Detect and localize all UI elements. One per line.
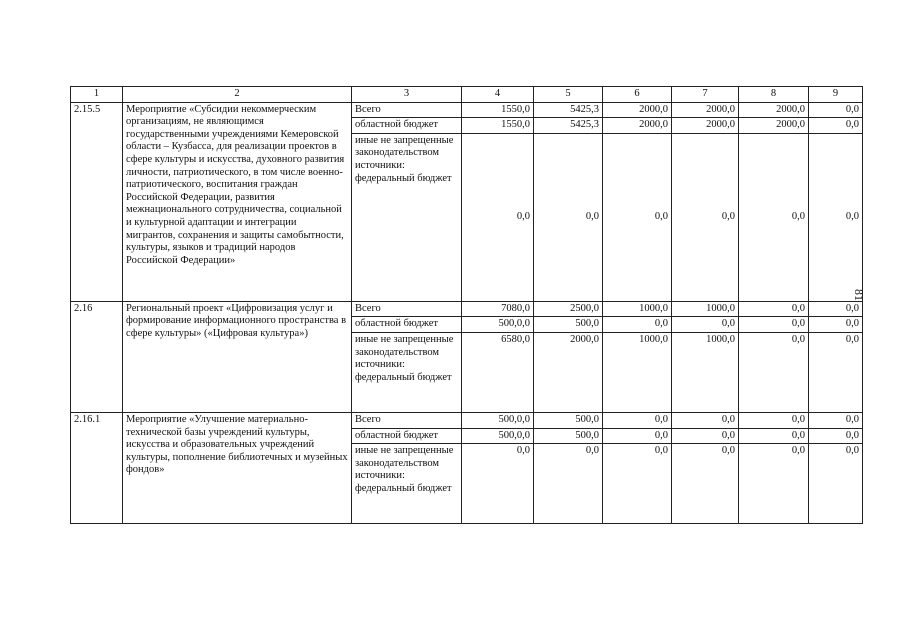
header-cell: 2 <box>123 87 352 103</box>
value-cell: 0,0 <box>534 133 603 301</box>
value-cell: 0,0 <box>739 301 809 317</box>
value-cell: 0,0 <box>809 428 863 444</box>
value-cell: 0,0 <box>809 332 863 412</box>
source-label: областной бюджет <box>352 118 462 134</box>
value-cell: 500,0,0 <box>462 317 534 333</box>
value-cell: 0,0 <box>739 412 809 428</box>
value-cell: 0,0 <box>672 133 739 301</box>
value-cell: 5425,3 <box>534 118 603 134</box>
source-label: иные не запрещенные законодательством источники: федеральный бюджет <box>352 133 462 301</box>
header-cell: 7 <box>672 87 739 103</box>
row-code: 2.16.1 <box>71 412 123 523</box>
value-cell: 1000,0 <box>672 332 739 412</box>
value-cell: 0,0 <box>462 133 534 301</box>
value-cell: 2000,0 <box>672 102 739 118</box>
source-label: областной бюджет <box>352 317 462 333</box>
value-cell: 2000,0 <box>739 102 809 118</box>
page-number: 81 <box>852 289 866 301</box>
header-cell: 9 <box>809 87 863 103</box>
table-row <box>71 301 863 317</box>
table-row <box>71 412 863 428</box>
value-cell: 0,0 <box>462 444 534 524</box>
source-label: областной бюджет <box>352 428 462 444</box>
value-cell: 0,0 <box>603 428 672 444</box>
value-cell: 2000,0 <box>603 118 672 134</box>
value-cell: 0,0 <box>739 428 809 444</box>
value-cell: 1000,0 <box>672 301 739 317</box>
value-cell: 500,0 <box>534 317 603 333</box>
row-code: 2.16 <box>71 301 123 412</box>
value-cell: 0,0 <box>809 118 863 134</box>
value-cell: 500,0,0 <box>462 412 534 428</box>
row-title: Региональный проект «Цифровизация услуг и формирование информационного пространства в сфере культуры» («Цифровая культура») <box>123 301 352 412</box>
row-title: Мероприятие «Субсидии некоммерческим организациям, не являющимся государственными учреждениями Кемеровской области – Кузбасса, для реализации проектов в сфере культуры и искусства, духовного развития личности, патриотического, в том числе военно-патриотического, воспитания граждан Российской Федерации, развития межнационального сотрудничества, социальной и культурной адаптации и интеграции мигрантов, сохранения и защиты самобытности, культуры, языков и традиций народов Российской Федерации» <box>123 102 352 301</box>
value-cell: 0,0 <box>603 317 672 333</box>
header-cell: 1 <box>71 87 123 103</box>
value-cell: 2000,0 <box>739 118 809 134</box>
value-cell: 2000,0 <box>534 332 603 412</box>
budget-table <box>70 86 863 524</box>
value-cell: 0,0 <box>809 133 863 301</box>
value-cell: 0,0 <box>739 317 809 333</box>
value-cell: 1550,0 <box>462 118 534 134</box>
header-cell: 5 <box>534 87 603 103</box>
value-cell: 2500,0 <box>534 301 603 317</box>
value-cell: 500,0,0 <box>462 428 534 444</box>
value-cell: 0,0 <box>809 102 863 118</box>
value-cell: 0,0 <box>672 317 739 333</box>
value-cell: 0,0 <box>672 412 739 428</box>
value-cell: 0,0 <box>672 444 739 524</box>
header-cell: 8 <box>739 87 809 103</box>
value-cell: 0,0 <box>739 133 809 301</box>
header-row <box>71 87 863 103</box>
value-cell: 0,0 <box>672 428 739 444</box>
value-cell: 1000,0 <box>603 332 672 412</box>
value-cell: 1550,0 <box>462 102 534 118</box>
value-cell: 500,0 <box>534 428 603 444</box>
value-cell: 0,0 <box>809 412 863 428</box>
value-cell: 0,0 <box>809 317 863 333</box>
source-label: Всего <box>352 102 462 118</box>
header-cell: 6 <box>603 87 672 103</box>
value-cell: 0,0 <box>534 444 603 524</box>
value-cell: 0,0 <box>809 301 863 317</box>
value-cell: 500,0 <box>534 412 603 428</box>
source-label: Всего <box>352 301 462 317</box>
value-cell: 0,0 <box>603 444 672 524</box>
source-label: иные не запрещенные законодательством источники: федеральный бюджет <box>352 444 462 524</box>
header-cell: 4 <box>462 87 534 103</box>
table-row <box>71 102 863 118</box>
value-cell: 0,0 <box>603 412 672 428</box>
value-cell: 0,0 <box>603 133 672 301</box>
row-title: Мероприятие «Улучшение материально-технической базы учреждений культуры, искусства и образовательных учреждений культуры, пополнение библиотечных и музейных фондов» <box>123 412 352 523</box>
value-cell: 7080,0 <box>462 301 534 317</box>
source-label: иные не запрещенные законодательством источники: федеральный бюджет <box>352 332 462 412</box>
value-cell: 0,0 <box>739 444 809 524</box>
value-cell: 0,0 <box>809 444 863 524</box>
value-cell: 0,0 <box>739 332 809 412</box>
value-cell: 2000,0 <box>603 102 672 118</box>
header-cell: 3 <box>352 87 462 103</box>
source-label: Всего <box>352 412 462 428</box>
value-cell: 5425,3 <box>534 102 603 118</box>
value-cell: 1000,0 <box>603 301 672 317</box>
value-cell: 2000,0 <box>672 118 739 134</box>
row-code: 2.15.5 <box>71 102 123 301</box>
value-cell: 6580,0 <box>462 332 534 412</box>
